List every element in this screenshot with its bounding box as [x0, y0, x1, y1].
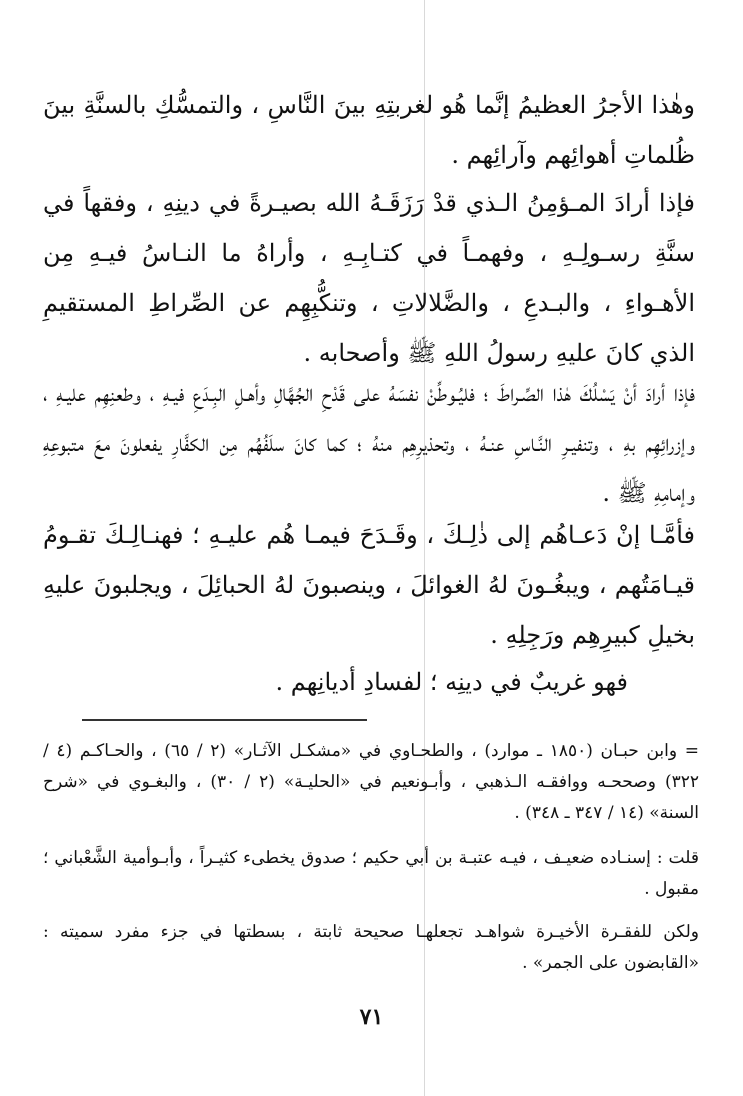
footnote-3: ولكن للفقـرة الأخيـرة شواهـد تجعلهـا صحيحة ثابتة ، بسطتها في جزء مفرد سميته : «القابضون على الجمر» .	[43, 922, 699, 973]
footnote-separator	[82, 719, 367, 721]
footnote-1: = وابن حبـان (١٨٥٠ ـ موارد) ، والطحـاوي في «مشكـل الآثـار» (٢ / ٦٥) ، والحـاكـم (٤ / ٣٢٢) وصححـه ووافقـه الـذهبي ، وأبـونعيم في «الحليـة» (٢ / ٣٠) ، والبغـوي في «شرح السنة» (١٤ / ٣٤٧ ـ ٣٤٨) .	[43, 741, 699, 823]
body-paragraph-5: فهو غريبٌ في دينِه ؛ لفسادِ أديانِهم .	[275, 668, 628, 696]
page-number: ٧١	[359, 1004, 384, 1030]
body-paragraph-2: فإذا أرادَ المـؤمِنُ الـذي قدْ رَزَقَـهُ الله بصيـرةً في دينِهِ ، وفقهاً في سنَّةِ رسـولِـهِ ، وفهمـاً في كتـابِـهِ ، وأراهُ ما النـاسُ فيـهِ مِن الأهـواءِ ، والبـدعِ ، والضَّلالاتِ ، وتنكُّبِهِم عن الصِّراطِ المستقيمِ الذي كانَ عليهِ رسولُ اللهِ ﷺ وأصحابه .	[43, 189, 695, 367]
footnote-2: قلت : إسنـاده ضعيـف ، فيـه عتبـة بن أبي حكيم ؛ صدوق يخطىء كثيـراً ، وأبـوأمية الشَّعْباني ؛ مقبول .	[43, 848, 699, 899]
body-paragraph-4: فأمَّـا إنْ دَعـاهُم إلى ذٰلِـكَ ، وقَـدَحَ فيمـا هُم عليـهِ ؛ فهنـالِـكَ تقـومُ قيـامَتُهم ، ويبغُـونَ لهُ الغوائلَ ، وينصبونَ لهُ الحبائِلَ ، ويجلبونَ عليهِ بخيلِ كبيرِهِم ورَجِلِهِ .	[43, 521, 695, 649]
body-paragraph-1: وهٰذا الأجرُ العظيمُ إنَّما هُو لغربتِهِ بينَ النَّاسِ ، والتمسُّكِ بالسنَّةِ بينَ ظُلماتِ أهوائِهم وآرائِهم .	[43, 91, 695, 169]
body-paragraph-3: فإذا أرادَ أنْ يَسْلُكَ هٰذا الصِّـراطَ ؛ فليُـوطِّنْ نفسَهُ على قَدْحِ الجُهَّالِ وأهـلِ البِـدَعِ فيـهِ ، وطعنِهِم عليـهِ ، وإزرائِهِم بهِ ، وتنفيـرِ النَّـاسِ عنـهُ ، وتحذيرِهِم منهُ ؛ كما كانَ سلَفُهُم مِن الكفَّارِ يفعلونَ معَ متبوعِهِ وإمامِهِ ﷺ .	[43, 379, 695, 507]
